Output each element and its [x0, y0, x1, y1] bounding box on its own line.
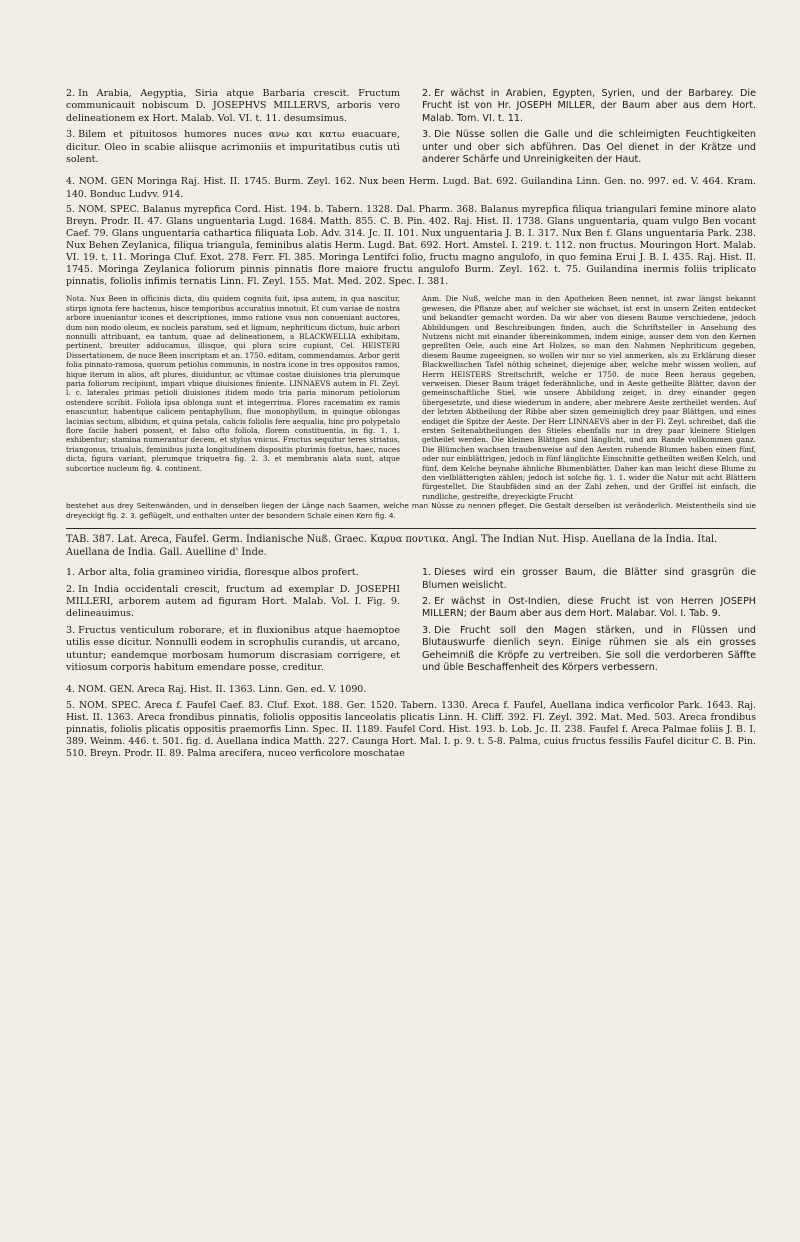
- nomen-genericum-moringa: 4. NOM. GEN Moringa Raj. Hist. II. 1745. Burm. Zeyl. 162. Nux been Herm. Lugd. Bat. 692. Guilandina Linn. Gen. no. 997. ed. V. 464. Kram. 140. Bonduc Ludvv. 914.: [66, 176, 756, 200]
- german-column-top: [422, 88, 756, 170]
- section-divider: [66, 528, 756, 529]
- nota-latin: Nota. Nux Been in officinis dicta, diu quidem cognita fuit, ipsa autem, in qua nascitur, stirps ignota fere hactenus, hisce temporibus accuratius innotuit. Et cum variae de nostra arbore inueniantur icones et descriptiones, immo ratione vsus non conueniant auctores, dum non modo oleum, ex nucleis paratum, sed et lignum, nephriticum dictum, huic arbori nonnulli attribuant, ea tantum, quae ad delineationem, a BLACKWELLIA exhibitam, pertinent, breuiter adducamus, illisque, qui plura scire cupiunt, Cel. HEISTERI Dissertationem, de nuce Been inscriptam et an. 1750. editam, commendamus. Arbor gerit folia pinnato-ramosa, quorum petiolus communis, in nostra icone in tres oppositos ramos, hique iterum in alios, aft plures, diuiduntur, ac vltimae costae diuisiones tria plerumque paria foliorum recipiunt, impari vbique diuisiones finiente. LINNAEVS autem in Fl. Zeyl. l. c. laterales primas petioli diuisiones itidem modo tria paria minorum petiolorum ostendere scribit. Foliola ipsa oblonga sunt et integerrima. Flores racematim ex ramis enascuntur, habentque calicem pentaphyllum, flue monophyllum, in quinque oblongas lacinias sectum, albidum, et quina petala, calicis foliolis fere aequalia, hinc pro polypetalo flore facile haberi possent, et falso ofto foliola, florem constituentia, in fig. 1. 1. exhibentur; stamina numerantur decem, et stylus vnicus. Fructus sequitur teres striatus, triangonus, triualuis, feminibus juxta longitudinem dispositis plurimis foetus, haec, nuces dicta, figura variant, plerumque triquetra fig. 2. 3. et membranis alata sunt, atque subcortice nucleum fig. 4. continent.: [66, 294, 400, 473]
- nomen-specificum-moringa: 5. NOM. SPEC. Balanus myrepfica Cord. Hist. 194. b. Tabern. 1328. Dal. Pharm. 368. Balanus myrepfica filiqua triangulari femine minore alato Breyn. Prodr. II. 47. Glans unguentaria Lugd. 1684. Matth. 855. C. B. Pin. 402. Raj. Hist. II. 1738. Glans unguentaria, quam vulgo Ben vocant Caef. 79. Glans unguentaria cathartica filiquata Lob. Adv. 314. Jc. II. 101. Nux unguentaria J. B. I. 317. Nux Ben f. Glans unguentaria Park. 238. Nux Behen Zeylanica, filiqua triangula, feminibus alatis Herm. Lugd. Bat. 692. Hort. Amstel. I. 219. t. 112. non fructus. Mouringon Hort. Malab. VI. 19. t. 11. Moringa Cluf. Exot. 278. Ferr. Fl. 385. Moringa Lentifci folio, fructu magno angulofo, in quo femina Erui J. B. I. 435. Raj. Hist. II. 1745. Moringa Zeylanica foliorum pinnis pinnatis flore maiore fructu angulofo Burm. Zeyl. 162. t. 75. Guilandina inermis foliis triplicato pinnatis, foliolis infimis ternatis Linn. Fl. Zeyl. 155. Mat. Med. 202. Spec. I. 381.: [66, 203, 756, 288]
- german-item-2: 2. Er wächst in Ost-Indien, diese Frucht ist von Herren JOSEPH MILLERN; der Baum aber aus dem Hort. Malabar. Vol. I. Tab. 9.: [422, 596, 756, 620]
- german-column-bottom: [422, 567, 756, 678]
- german-item-3: 3. Die Nüsse sollen die Galle und die schleimigten Feuchtigkeiten unter und ober sich abführen. Das Oel dienet in der Krätze und anderer Schärfe und Unreinigkeiten der Haut.: [422, 129, 756, 166]
- german-item-2: 2. Er wächst in Arabien, Egypten, Syrien, und der Barbarey. Die Frucht ist von Hr. JOSEPH MILLER, der Baum aber aus dem Hort. Malab. Tom. VI. t. 11.: [422, 88, 756, 124]
- top-section: [66, 88, 756, 170]
- nomen-specificum-areca: 5. NOM. SPEC. Areca f. Faufel Caef. 83. Cluf. Exot. 188. Ger. 1520. Tabern. 1330. Areca f. Faufel, Auellana indica verficolor Park. 1643. Raj. Hist. II. 1363. Areca frondibus pinnatis, foliolis oppositis lanceolatis plicatis Linn. H. Cliff. 392. Fl. Zeyl. 392. Mat. Med. 503. Areca frondibus pinnatis, foliolis plicatis oppositis praemorfis Linn. Spec. II. 1189. Faufel Cord. Hist. 193. b. Lob. Jc. II. 238. Faufel f. Areca Palmae foliis J. B. I. 389. Weinm. 446. t. 501. fig. d. Auellana indica Matth. 227. Caunga Hort. Mal. I. p. 9. t. 5-8. Palma, cuius fructus fessilis Faufel dicitur C. B. Pin. 510. Breyn. Prodr. II. 89. Palma arecifera, nuceo verficolore moschatae: [66, 699, 756, 759]
- nota-german-continuation: bestehet aus drey Seitenwänden, und in denselben liegen der Länge nach Saamen, welche man Nüsse zu nennen pfleget. Die Gestalt derselben ist veränderlich. Meistentheils sind sie dreyeckigt fig. 2. 3. geflügelt, und enthalten unter der besondern Schale einen Kern fig. 4.: [66, 501, 756, 520]
- latin-item-3: 3. Bilem et pituitosos humores nuces ανω και κατω euacuare, dicitur. Oleo in scabie aliisque acrimoniis et impuritatibus cutis utì solent.: [66, 129, 400, 166]
- nota-german: Anm. Die Nuß, welche man in den Apotheken Been nennet, ist zwar längst bekannt gewesen, die Pflanze aber, auf welcher sie wächset, ist erst in unsern Zeiten entdecket und bekandter gemacht worden. Da wir aber von diesem Baume verschiedene, jedoch Abbildungen und Beschreibungen finden, auch die Schriftsteller in Ansehung des Nutzens nicht mit einander übereinkommen, indem einige, ausser dem von den Kernen gepreßten Oele, auch eine Art Holzes, so man den Nahmen Nephriticum gegeben, diesem Baume zugeeignen, so wollen wir nur so viel anmerken, als zu Erklärung dieser Blackwellischen Tafel nöthig scheinet, diejenige aber, welche mehr wissen wollen, auf Herrn HEISTERS Streitschrift, welche er 1750. de nuce Been heraus gegeben, verweisen. Dieser Baum träget federähnliche, und in Aeste getheilte Blätter, davon der gemeinschaftliche Stiel, wie unsere Abbildung zeiget, in drey einander gegen übergesetzte, und diese wiederum in andere, aber mehrere Aeste zertheilet werden. Auf der letzten Abtheilung der Ribbe aber sizen gemeiniglich drey paar Blättgen, und eines endiget die Spitze der Aeste. Der Herr LINNAEVS aber in der Fl. Zeyl. schreibet, daß die ersten Seitenabtheilungen des Stieles ebenfalls nur in drey paar kleinere Stielgen getheilet werden. Die kleinen Blättgen sind länglicht, und am Rande vollkommen ganz. Die Blümchen wachsen traubenweise auf den Aesten ruhende Blumen haben einen fünf, oder nur einblättrigen, jedoch in fünf länglichte Einschnitte getheilten weißen Kelch, und fünf, dem Kelche beynahe ähnliche Blumenblätter. Daher kan man leicht diese Blume zu den vielblätterigten zählen; jedoch ist solche fig. 1. 1. wider die Natur mit acht Blättern fürgestellet. Die Staubfäden sind an der Zahl zehen, und der Griffel ist einfach, die rundliche, gestreifte, dreyeckigte Frucht: [422, 294, 756, 501]
- latin-item-2: 2. In Arabia, Aegyptia, Siria atque Barbaria crescit. Fructum communicauit nobiscum D. JOSEPHVS MILLERVS, arboris vero delineationem ex Hort. Malab. Vol. VI. t. 11. desumsimus.: [66, 88, 400, 124]
- latin-column-bottom: [66, 567, 400, 678]
- latin-column-top: [66, 88, 400, 170]
- plate-heading: TAB. 387. Lat. Areca, Faufel. Germ. Indianische Nuß. Graec. Καρυα ποντικα. Angl. The Indian Nut. Hisp. Auellana de la India. Ital. Auellana de India. Gall. Auelline d' Inde.: [66, 534, 718, 558]
- nomen-genericum-areca: 4. NOM. GEN. Areca Raj. Hist. II. 1363. Linn. Gen. ed. V. 1090.: [66, 684, 367, 696]
- latin-item-3: 3. Fructus venticulum roborare, et in fluxionibus atque haemoptoe utilis esse dicitur. Nonnulli eodem in scrophulis curandis, ut arcano, utuntur; eandemque morbosam humorum discrasiam corrigere, et vitiosum corporis habitum emendare posse, creditur.: [66, 624, 400, 674]
- bottom-section: [66, 567, 756, 678]
- latin-item-1: 1. Arbor alta, folia gramineo viridia, floresque albos profert.: [66, 567, 359, 579]
- german-item-1: 1. Dieses wird ein grosser Baum, die Blätter sind grasgrün die Blumen weislicht.: [422, 567, 756, 591]
- latin-item-2: 2. In India occidentali crescit, fructum ad exemplar D. JOSEPHI MILLERI, arborem autem ad figuram Hort. Malab. Vol. I. Fig. 9. delineauimus.: [66, 583, 400, 620]
- nota-section: [66, 294, 756, 501]
- german-item-3: 3. Die Frucht soll den Magen stärken, und in Flüssen und Blutauswurfe dienlich seyn. Einige rühmen sie als ein grosses Geheimniß die Kröpfe zu vertreiben. Sie soll die verdorberen Säffte und üble Beschaffenheit des Körpers verbessern.: [422, 624, 756, 674]
